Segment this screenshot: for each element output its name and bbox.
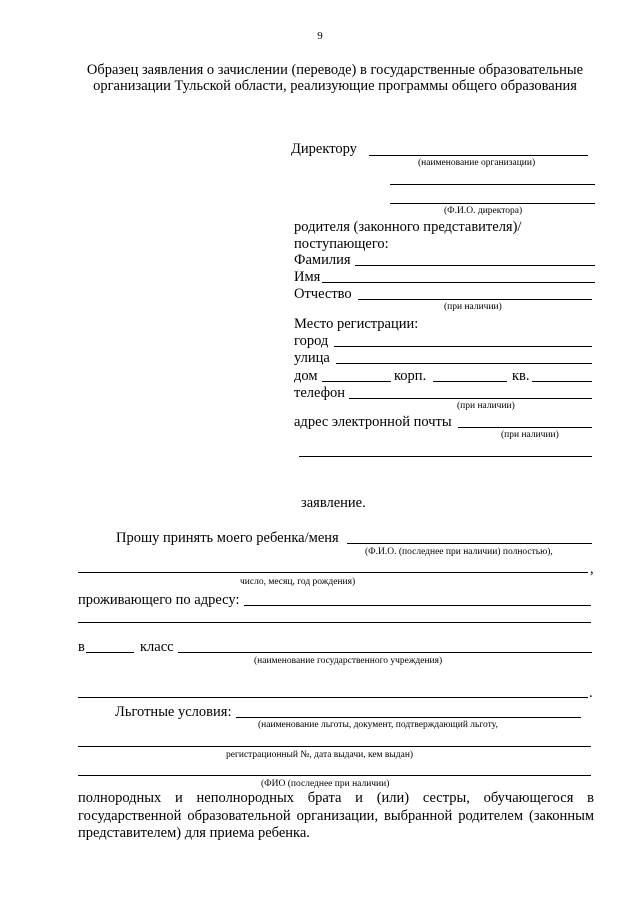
surname-label: Фамилия bbox=[294, 252, 351, 268]
director-fio-field-2[interactable] bbox=[390, 203, 595, 204]
city-field[interactable] bbox=[334, 346, 592, 347]
phone-label: телефон bbox=[294, 385, 346, 401]
director-label: Директору bbox=[291, 141, 357, 157]
child-fio-field[interactable] bbox=[347, 543, 592, 544]
phone-field[interactable] bbox=[349, 398, 592, 399]
building-field[interactable] bbox=[433, 381, 507, 382]
sibling-fio-field[interactable] bbox=[78, 775, 591, 776]
director-fio-field-1[interactable] bbox=[390, 184, 595, 185]
institution-field[interactable] bbox=[178, 652, 592, 653]
name-field[interactable] bbox=[322, 282, 595, 283]
address-field-2[interactable] bbox=[78, 622, 591, 623]
birth-date-field[interactable] bbox=[78, 572, 588, 573]
organization-field[interactable] bbox=[369, 155, 588, 156]
child-fio-hint: (Ф.И.О. (последнее при наличии) полностью), bbox=[365, 547, 553, 557]
email-field[interactable] bbox=[458, 427, 592, 428]
institution-period: . bbox=[589, 685, 593, 701]
building-label: корп. bbox=[394, 368, 427, 384]
email-field-extra-line[interactable] bbox=[299, 456, 592, 457]
request-label: Прошу принять моего ребенка/меня bbox=[116, 530, 339, 546]
benefits-field[interactable] bbox=[236, 717, 581, 718]
page-number: 9 bbox=[317, 30, 323, 42]
in-label: в bbox=[78, 639, 85, 655]
director-fio-hint: (Ф.И.О. директора) bbox=[444, 206, 523, 216]
document-title: Образец заявления о зачислении (переводе) в государственные образовательные организации Тульской области, реализующие программы общего образования bbox=[86, 62, 584, 94]
registration-label: Место регистрации: bbox=[294, 316, 419, 332]
final-paragraph: полнородных и неполнородных брата и (или) сестры, обучающегося в государственной образовательной организации, выбранной родителем (законным представителем) для приема ребенка. bbox=[78, 790, 594, 841]
organization-hint: (наименование организации) bbox=[418, 158, 536, 168]
address-field[interactable] bbox=[244, 605, 591, 606]
name-label: Имя bbox=[294, 269, 321, 285]
benefits-label: Льготные условия: bbox=[115, 704, 232, 720]
birth-date-hint: число, месяц, год рождения) bbox=[240, 577, 356, 587]
email-hint: (при наличии) bbox=[501, 430, 559, 440]
city-label: город bbox=[294, 333, 329, 349]
institution-field-2[interactable] bbox=[78, 697, 588, 698]
phone-hint: (при наличии) bbox=[457, 401, 515, 411]
street-field[interactable] bbox=[336, 363, 592, 364]
flat-label: кв. bbox=[512, 368, 530, 384]
address-label: проживающего по адресу: bbox=[78, 592, 240, 608]
patronymic-field[interactable] bbox=[358, 299, 592, 300]
benefits-hint: (наименование льготы, документ, подтверждающий льготу, bbox=[258, 720, 498, 730]
house-field[interactable] bbox=[322, 381, 391, 382]
sibling-fio-hint: (ФИО (последнее при наличии) bbox=[261, 779, 390, 789]
surname-field[interactable] bbox=[355, 265, 595, 266]
parent-label-line2: поступающего: bbox=[294, 236, 389, 252]
class-label: класс bbox=[140, 639, 174, 655]
institution-hint: (наименование государственного учреждения) bbox=[254, 656, 443, 666]
patronymic-hint: (при наличии) bbox=[444, 302, 502, 312]
parent-label-line1: родителя (законного представителя)/ bbox=[294, 219, 522, 235]
patronymic-label: Отчество bbox=[294, 286, 352, 302]
benefit-document-field[interactable] bbox=[78, 746, 591, 747]
birth-comma: , bbox=[590, 561, 594, 577]
registration-hint: регистрационный №, дата выдачи, кем выдан) bbox=[226, 750, 414, 760]
email-label: адрес электронной почты bbox=[294, 414, 452, 430]
flat-field[interactable] bbox=[532, 381, 592, 382]
application-title: заявление. bbox=[301, 495, 366, 511]
street-label: улица bbox=[294, 350, 330, 366]
house-label: дом bbox=[294, 368, 318, 384]
class-number-field[interactable] bbox=[86, 652, 134, 653]
